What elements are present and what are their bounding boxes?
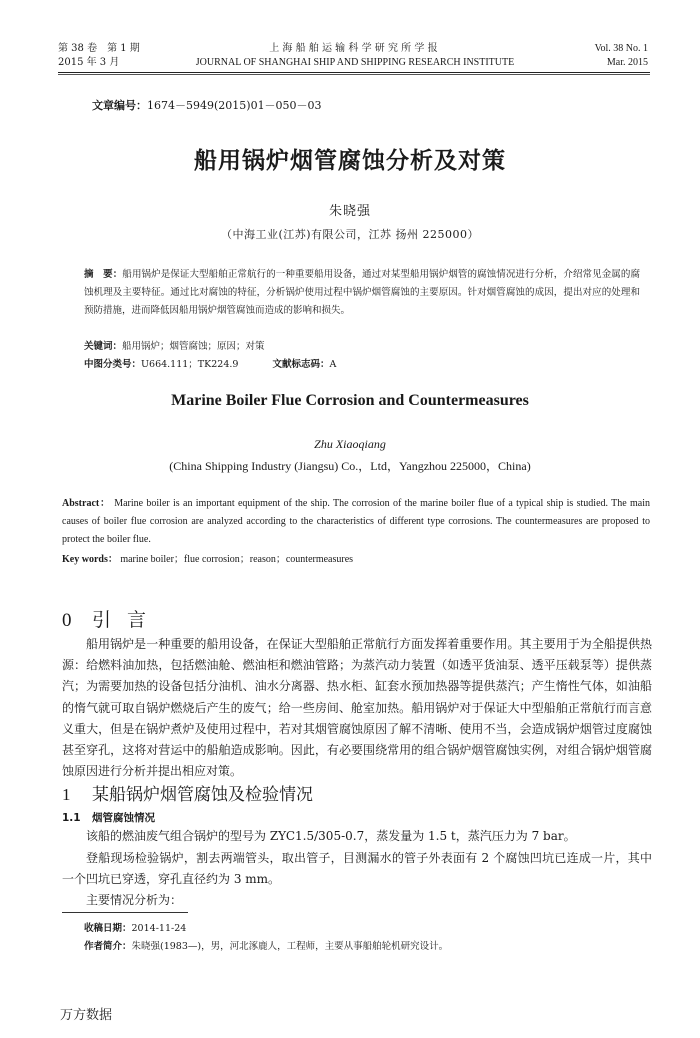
- keywords-zh-label: 关键词：: [84, 341, 123, 352]
- running-header-right: [595, 42, 648, 70]
- keywords-en-text: marine boiler；flue corrosion；reason；countermeasures: [120, 554, 354, 565]
- received-date: [84, 920, 186, 934]
- abstract-zh-label: 摘 要：: [84, 269, 123, 280]
- author-bio-label: 作者简介：: [84, 941, 132, 952]
- keywords-zh: [84, 338, 265, 352]
- abstract-en-label: Abstract：: [62, 498, 111, 509]
- journal-name-zh: 上海船舶运输科学研究所学报: [269, 43, 441, 54]
- document-code-label: 文献标志码：: [272, 359, 330, 370]
- journal-name-en: JOURNAL OF SHANGHAI SHIP AND SHIPPING RESEARCH INSTITUTE: [195, 57, 515, 68]
- header-rule-thick: [58, 72, 650, 73]
- received-date-value: 2014-11-24: [131, 923, 187, 934]
- abstract-en: [62, 495, 650, 549]
- section-0-title: 引言: [92, 609, 163, 631]
- author-name-en: Zhu Xiaoqiang: [314, 437, 386, 451]
- article-number: [92, 97, 322, 113]
- abstract-zh: [84, 266, 640, 320]
- wanfang-watermark: 万方数据: [60, 1008, 113, 1023]
- author-bio-value: 朱晓强(1983—)，男，河北涿鹿人，工程师，主要从事船舶轮机研究设计。: [131, 941, 449, 952]
- subsection-1-1-heading: [62, 810, 155, 825]
- keywords-zh-text: 船用锅炉；烟管腐蚀；原因；对策: [122, 341, 265, 352]
- keywords-en: [62, 550, 353, 565]
- clc-label: 中图分类号：: [84, 359, 142, 370]
- section-1-heading: [62, 780, 313, 805]
- abstract-en-text: Marine boiler is an important equipment of the ship. The corrosion of the marine boiler flue of a typical ship is studied. The main causes of boiler flue corrosion are analyzed according to the characteristics of different type corrosions. The countermeasures are proposed to protect the boiler flue.: [62, 498, 651, 545]
- abstract-zh-text: 船用锅炉是保证大型船舶正常航行的一种重要船用设备，通过对某型船用锅炉烟管的腐蚀情况进行分析，介绍常见金属的腐蚀机理及主要特征。通过比对腐蚀的特征，分析锅炉使用过程中锅炉烟管腐蚀的主要原因。针对烟管腐蚀的成因，提出对应的处理和预防措施，进而降低因船用锅炉烟管腐蚀而造成的影响和损失。: [84, 269, 640, 316]
- affiliation-zh: （中海工业(江苏)有限公司，江苏 扬州 225000）: [220, 228, 480, 241]
- affiliation-en: (China Shipping Industry (Jiangsu) Co.，Ltd，Yangzhou 225000，China): [169, 459, 531, 473]
- article-number-value: 1674－5949(2015)01－050－03: [147, 99, 322, 112]
- volume-issue-zh: 第 38 卷 第 1 期: [58, 43, 140, 54]
- date-zh: 2015 年 3 月: [58, 57, 120, 68]
- running-header-center: [172, 42, 538, 70]
- section-1-paragraph-3: 主要情况分析为：: [86, 893, 183, 907]
- author-bio: [84, 938, 448, 952]
- author-name-zh: 朱晓强: [328, 204, 371, 219]
- running-header-left: [58, 42, 168, 70]
- received-date-label: 收稿日期：: [84, 923, 132, 934]
- date-en: Mar. 2015: [606, 57, 648, 68]
- footnote-rule: [62, 912, 188, 913]
- section-1-paragraph-2: 登船现场检验锅炉，割去两端管头，取出管子，目测漏水的管子外表面有 2 个腐蚀凹坑已连成一片，其中一个凹坑已穿透，穿孔直径约为 3 mm。: [62, 851, 652, 887]
- document-code-value: A: [329, 359, 337, 370]
- header-rule-thin: [58, 74, 650, 75]
- section-1-number: 1: [62, 785, 71, 804]
- section-1-title: 某船锅炉烟管腐蚀及检验情况: [92, 785, 313, 805]
- section-0-number: 0: [62, 610, 72, 631]
- paper-title-en: Marine Boiler Flue Corrosion and Countermeasures: [171, 392, 529, 409]
- subsection-1-1-title: 烟管腐蚀情况: [92, 812, 155, 824]
- section-1-paragraph-1: 该船的燃油废气组合锅炉的型号为 ZYC1.5/305-0.7，蒸发量为 1.5 t，蒸汽压力为 7 bar。: [86, 829, 576, 843]
- section-0-heading: [62, 605, 162, 632]
- keywords-en-label: Key words：: [62, 554, 118, 565]
- volume-issue-en: Vol. 38 No. 1: [594, 43, 648, 54]
- subsection-1-1-number: 1.1: [62, 812, 81, 824]
- clc-value: U664.111；TK224.9: [141, 359, 239, 370]
- paper-title-zh: 船用锅炉烟管腐蚀分析及对策: [194, 148, 506, 174]
- article-number-label: 文章编号：: [92, 99, 147, 112]
- section-0-paragraph: 船用锅炉是一种重要的船用设备，在保证大型船舶正常航行方面发挥着重要作用。其主要用于为全船提供热源：给燃料油加热，包括燃油舱、燃油柜和燃油管路；为蒸汽动力装置（如透平货油泵、透平压载泵等）提供蒸汽；为需要加热的设备包括分油机、油水分离器、热水柜、缸套水预加热器等提供蒸汽；产生惰性气体，如油船的惰气就可取自锅炉燃烧后产生的废气；给一些房间、舱室加热。船用锅炉对于保证大中型船舶正常航行而言意义重大，但是在锅炉煮炉及使用过程中，若对其烟管腐蚀原因了解不清晰、使用不当，会造成锅炉烟管过度腐蚀甚至穿孔，这将对营运中的船舶造成影响。因此，有必要围绕常用的组合锅炉烟管腐蚀实例，对组合锅炉烟管腐蚀原因进行分析并提出相应对策。: [62, 637, 652, 779]
- classification-line: [84, 356, 336, 370]
